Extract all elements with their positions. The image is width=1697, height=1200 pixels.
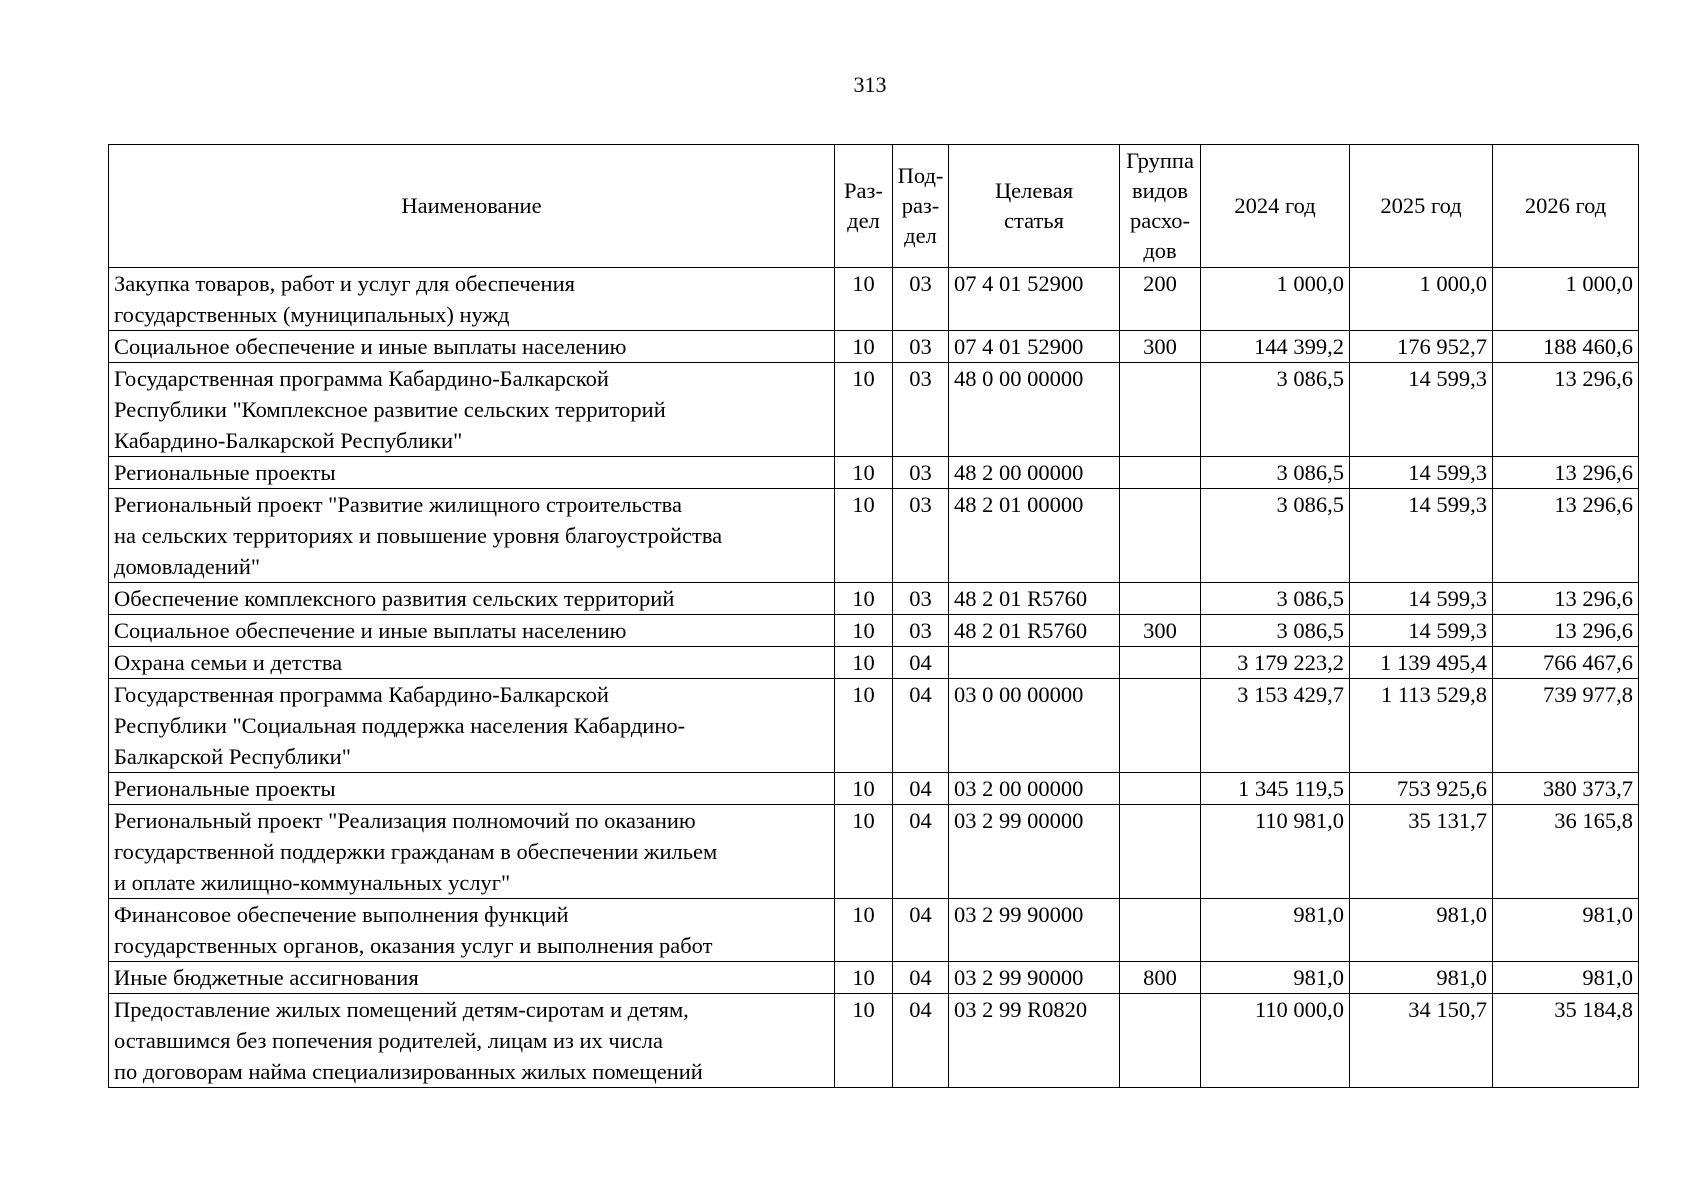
table-row [109, 647, 1639, 679]
row-section: 10 [835, 647, 893, 679]
row-section: 10 [835, 583, 893, 615]
row-group: 300 [1120, 331, 1201, 363]
row-value-2026: 981,0 [1493, 962, 1639, 994]
header-subsection: Под- раз- дел [893, 145, 949, 268]
row-value-2025: 34 150,7 [1350, 994, 1493, 1088]
row-value-2025: 981,0 [1350, 962, 1493, 994]
row-value-2024: 3 153 429,7 [1201, 679, 1350, 773]
row-value-2024: 3 086,5 [1201, 615, 1350, 647]
row-value-2026: 739 977,8 [1493, 679, 1639, 773]
row-name: Предоставление жилых помещений детям-сиротам и детям, оставшимся без попечения родителей, лицам из их числа по договорам найма специализированных жилых помещений [109, 994, 835, 1088]
table-header-row [109, 145, 1639, 268]
row-section: 10 [835, 615, 893, 647]
table-row [109, 583, 1639, 615]
row-section: 10 [835, 331, 893, 363]
row-value-2025: 14 599,3 [1350, 615, 1493, 647]
row-value-2026: 981,0 [1493, 899, 1639, 962]
row-target: 03 0 00 00000 [949, 679, 1120, 773]
page-number: 313 [853, 72, 887, 97]
row-value-2026: 13 296,6 [1493, 457, 1639, 489]
row-name: Социальное обеспечение и иные выплаты населению [109, 331, 835, 363]
row-value-2024: 981,0 [1201, 899, 1350, 962]
row-value-2026: 35 184,8 [1493, 994, 1639, 1088]
row-subsection: 04 [893, 647, 949, 679]
row-subsection: 04 [893, 899, 949, 962]
row-subsection: 03 [893, 331, 949, 363]
row-section: 10 [835, 457, 893, 489]
row-section: 10 [835, 899, 893, 962]
header-section: Раз- дел [835, 145, 893, 268]
row-target: 48 2 01 R5760 [949, 615, 1120, 647]
table-row [109, 489, 1639, 583]
row-value-2025: 1 139 495,4 [1350, 647, 1493, 679]
row-value-2026: 13 296,6 [1493, 583, 1639, 615]
row-value-2024: 3 086,5 [1201, 489, 1350, 583]
row-value-2024: 110 000,0 [1201, 994, 1350, 1088]
row-subsection: 04 [893, 805, 949, 899]
table-row [109, 805, 1639, 899]
header-target: Целевая статья [949, 145, 1120, 268]
row-subsection: 03 [893, 363, 949, 457]
header-year-2025: 2025 год [1350, 145, 1493, 268]
row-target: 07 4 01 52900 [949, 331, 1120, 363]
row-group [1120, 773, 1201, 805]
row-subsection: 03 [893, 268, 949, 331]
row-subsection: 04 [893, 679, 949, 773]
row-value-2026: 13 296,6 [1493, 489, 1639, 583]
row-value-2025: 753 925,6 [1350, 773, 1493, 805]
row-section: 10 [835, 805, 893, 899]
row-subsection: 03 [893, 489, 949, 583]
row-group [1120, 489, 1201, 583]
row-group [1120, 583, 1201, 615]
row-name: Региональные проекты [109, 457, 835, 489]
row-target: 03 2 99 90000 [949, 962, 1120, 994]
row-group: 800 [1120, 962, 1201, 994]
row-value-2026: 13 296,6 [1493, 615, 1639, 647]
row-group [1120, 457, 1201, 489]
table-row [109, 363, 1639, 457]
row-value-2026: 766 467,6 [1493, 647, 1639, 679]
row-value-2026: 380 373,7 [1493, 773, 1639, 805]
row-value-2026: 1 000,0 [1493, 268, 1639, 331]
row-value-2025: 981,0 [1350, 899, 1493, 962]
table-body [109, 268, 1639, 1088]
header-year-2026: 2026 год [1493, 145, 1639, 268]
row-target [949, 647, 1120, 679]
row-subsection: 04 [893, 773, 949, 805]
row-group [1120, 899, 1201, 962]
row-target: 03 2 99 90000 [949, 899, 1120, 962]
row-section: 10 [835, 363, 893, 457]
row-group [1120, 679, 1201, 773]
table-row [109, 457, 1639, 489]
table-row [109, 962, 1639, 994]
row-value-2025: 1 113 529,8 [1350, 679, 1493, 773]
row-subsection: 04 [893, 962, 949, 994]
row-value-2025: 176 952,7 [1350, 331, 1493, 363]
table-row [109, 773, 1639, 805]
row-target: 48 2 01 R5760 [949, 583, 1120, 615]
table-row [109, 899, 1639, 962]
row-section: 10 [835, 962, 893, 994]
budget-table [108, 144, 1639, 1088]
row-value-2025: 14 599,3 [1350, 457, 1493, 489]
row-value-2026: 188 460,6 [1493, 331, 1639, 363]
row-target: 48 0 00 00000 [949, 363, 1120, 457]
row-subsection: 03 [893, 583, 949, 615]
row-value-2024: 1 345 119,5 [1201, 773, 1350, 805]
table-row [109, 615, 1639, 647]
row-value-2025: 1 000,0 [1350, 268, 1493, 331]
row-group [1120, 363, 1201, 457]
row-section: 10 [835, 994, 893, 1088]
row-name: Охрана семьи и детства [109, 647, 835, 679]
row-name: Закупка товаров, работ и услуг для обеспечения государственных (муниципальных) нужд [109, 268, 835, 331]
row-target: 03 2 99 R0820 [949, 994, 1120, 1088]
row-name: Региональный проект "Развитие жилищного строительства на сельских территориях и повышение уровня благоустройства домовладений" [109, 489, 835, 583]
row-value-2025: 14 599,3 [1350, 489, 1493, 583]
row-name: Социальное обеспечение и иные выплаты населению [109, 615, 835, 647]
row-subsection: 03 [893, 457, 949, 489]
header-group: Группа видов расхо- дов [1120, 145, 1201, 268]
row-target: 03 2 00 00000 [949, 773, 1120, 805]
row-name: Обеспечение комплексного развития сельских территорий [109, 583, 835, 615]
row-value-2025: 14 599,3 [1350, 583, 1493, 615]
row-value-2024: 3 086,5 [1201, 457, 1350, 489]
row-value-2024: 110 981,0 [1201, 805, 1350, 899]
table-row [109, 679, 1639, 773]
row-target: 03 2 99 00000 [949, 805, 1120, 899]
row-target: 48 2 00 00000 [949, 457, 1120, 489]
row-name: Государственная программа Кабардино-Балкарской Республики "Комплексное развитие сельских территорий Кабардино-Балкарской Республики" [109, 363, 835, 457]
row-target: 48 2 01 00000 [949, 489, 1120, 583]
table-row [109, 268, 1639, 331]
row-section: 10 [835, 773, 893, 805]
row-group: 300 [1120, 615, 1201, 647]
row-name: Региональные проекты [109, 773, 835, 805]
row-group [1120, 994, 1201, 1088]
row-name: Государственная программа Кабардино-Балкарской Республики "Социальная поддержка населения Кабардино- Балкарской Республики" [109, 679, 835, 773]
row-subsection: 03 [893, 615, 949, 647]
row-value-2024: 3 086,5 [1201, 363, 1350, 457]
table-row [109, 331, 1639, 363]
header-name: Наименование [109, 145, 835, 268]
row-value-2024: 3 086,5 [1201, 583, 1350, 615]
row-value-2026: 13 296,6 [1493, 363, 1639, 457]
row-value-2024: 144 399,2 [1201, 331, 1350, 363]
row-group [1120, 647, 1201, 679]
row-section: 10 [835, 489, 893, 583]
row-name: Иные бюджетные ассигнования [109, 962, 835, 994]
row-target: 07 4 01 52900 [949, 268, 1120, 331]
row-name: Финансовое обеспечение выполнения функций государственных органов, оказания услуг и выполнения работ [109, 899, 835, 962]
table-row [109, 994, 1639, 1088]
row-section: 10 [835, 268, 893, 331]
row-name: Региональный проект "Реализация полномочий по оказанию государственной поддержки гражданам в обеспечении жильем и оплате жилищно-коммунальных услуг" [109, 805, 835, 899]
row-value-2024: 1 000,0 [1201, 268, 1350, 331]
row-value-2024: 3 179 223,2 [1201, 647, 1350, 679]
row-group: 200 [1120, 268, 1201, 331]
row-value-2025: 35 131,7 [1350, 805, 1493, 899]
header-year-2024: 2024 год [1201, 145, 1350, 268]
row-subsection: 04 [893, 994, 949, 1088]
row-section: 10 [835, 679, 893, 773]
row-value-2024: 981,0 [1201, 962, 1350, 994]
row-value-2025: 14 599,3 [1350, 363, 1493, 457]
row-group [1120, 805, 1201, 899]
row-value-2026: 36 165,8 [1493, 805, 1639, 899]
